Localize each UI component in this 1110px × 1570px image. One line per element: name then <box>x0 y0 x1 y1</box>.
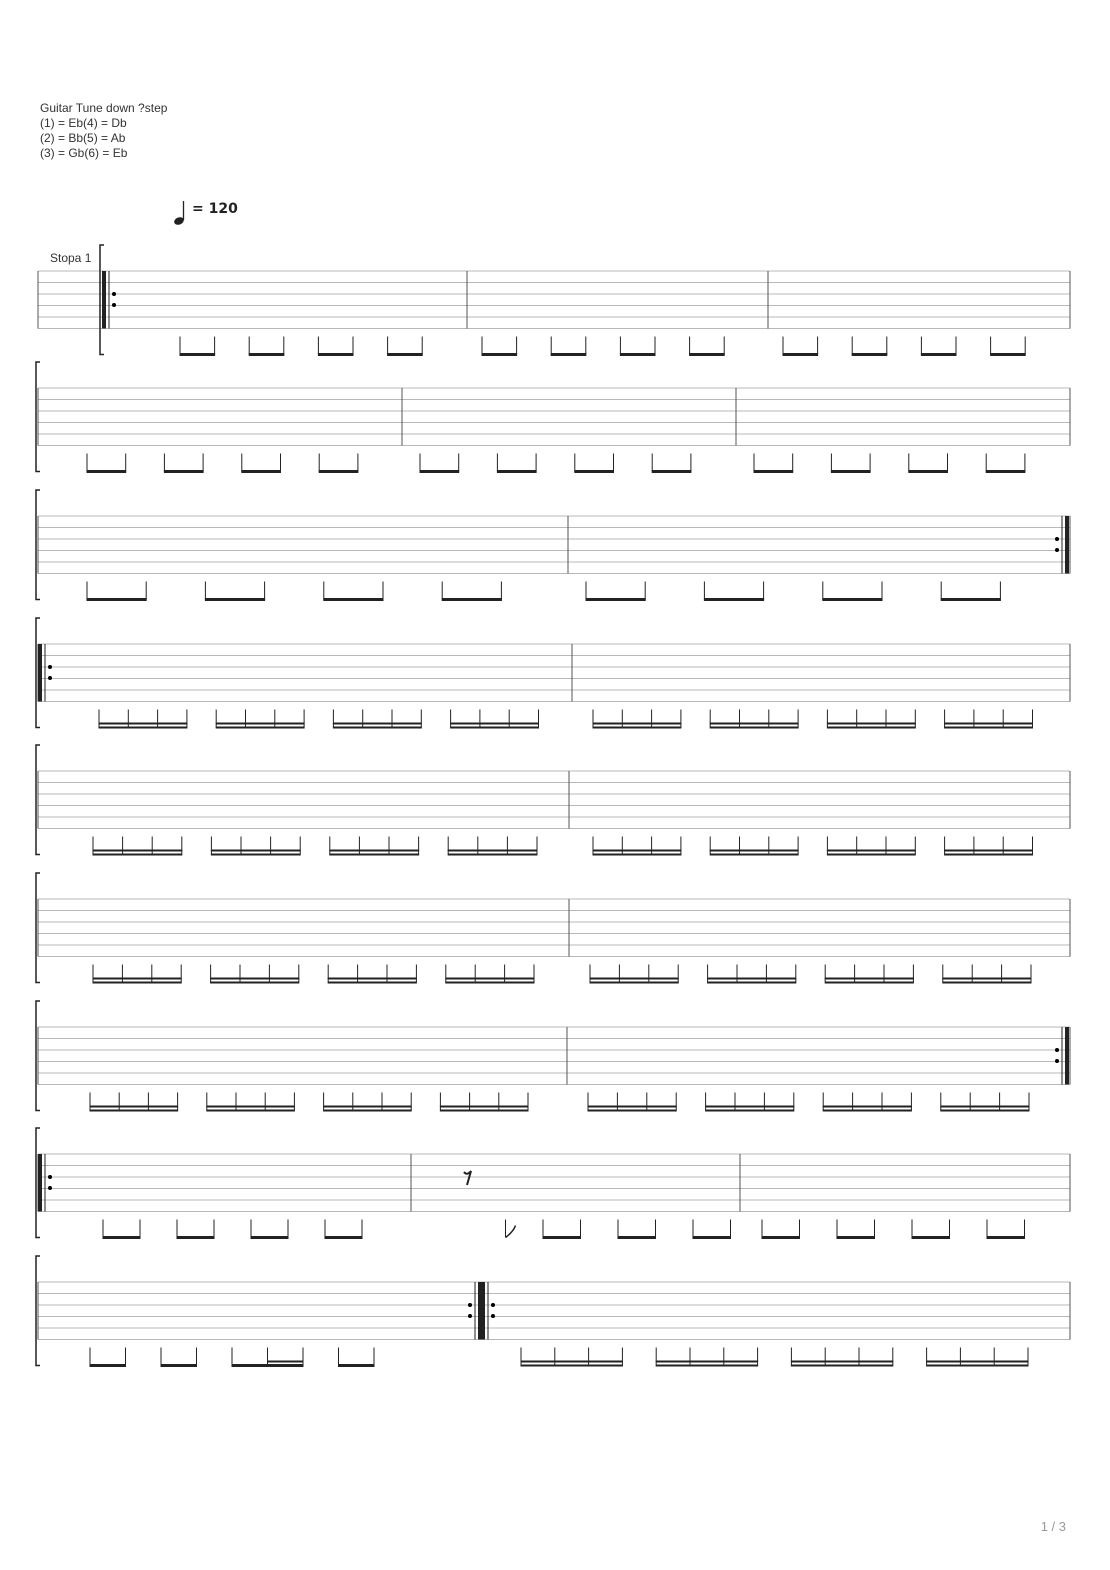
repeat-dot <box>1055 537 1059 541</box>
repeat-dot <box>1055 1059 1059 1063</box>
repeat-dot <box>48 665 52 669</box>
tuning-line: (1) = Eb(4) = Db <box>40 116 127 130</box>
tempo-value: = 120 <box>192 201 238 217</box>
note-flag <box>506 1226 516 1238</box>
tuning-line: Guitar Tune down ?step <box>40 101 168 115</box>
repeat-dot <box>1055 1048 1059 1052</box>
eighth-rest-icon <box>464 1171 471 1185</box>
tuning-line: (3) = Gb(6) = Eb <box>40 146 128 160</box>
repeat-dot <box>112 292 116 296</box>
repeat-dot <box>491 1314 495 1318</box>
repeat-dot <box>491 1303 495 1307</box>
page-number: 1 / 3 <box>1040 1519 1066 1534</box>
repeat-dot <box>468 1314 472 1318</box>
repeat-dot <box>112 303 116 307</box>
track-name: Stopa 1 <box>50 251 92 265</box>
repeat-dot <box>468 1303 472 1307</box>
tuning-line: (2) = Bb(5) = Ab <box>40 131 126 145</box>
repeat-dot <box>1055 548 1059 552</box>
repeat-dot <box>48 1186 52 1190</box>
repeat-dot <box>48 1175 52 1179</box>
repeat-dot <box>48 676 52 680</box>
